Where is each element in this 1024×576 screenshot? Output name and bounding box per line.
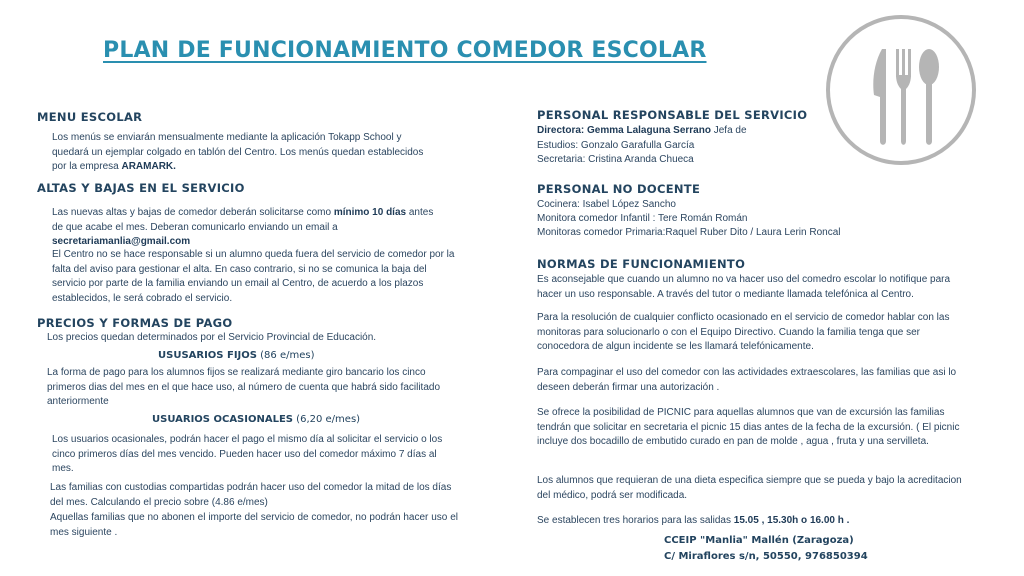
personal-secretaria: Secretaria: Cristina Aranda Chueca	[537, 154, 694, 165]
impago-text: Aquellas familias que no abonen el importe del servicio de comedor, no podrán hacer uso el mes siguiente .	[50, 512, 458, 538]
personal-directora	[537, 124, 747, 153]
fijos-price: (86 e/mes)	[256, 350, 315, 361]
ocasionales-label: USUARIOS OCASIONALES	[152, 414, 293, 425]
ocasionales-price: (6,20 e/mes)	[293, 414, 361, 425]
altas-text-bold: mínimo 10 días	[333, 207, 407, 218]
menu-body: Los menús se enviarán mensualmente mediante la aplicación Tokapp School y quedará un ejemplar colgado en tablón del Centro. Los menús quedan establecidos por la empresa	[52, 132, 424, 172]
fijos-subheading	[158, 350, 314, 361]
normas-p3: Para compaginar el uso del comedor con las actividades extraescolares, las familias que asi lo deseen deberán firmar una autorización .	[537, 367, 957, 393]
normas-p6	[537, 514, 849, 529]
directora-name: Directora: Gemma Lalaguna Serrano	[537, 125, 711, 136]
ocasionales-subheading	[152, 414, 360, 425]
jefa-estudios: Jefa de Estudios: Gonzalo Garafulla García	[537, 125, 747, 151]
normas-p4: Se ofrece la posibilidad de PICNIC para aquellas alumnos que van de excursión las familias tendrán que solicitar en secretaria el picnic 15 dias antes de la fecha de la excursión. ( El picnic incluye dos bocadillo de embutido curado en pan de molde , agua , fruta y una servilleta.	[537, 407, 960, 447]
horarios-times: 15.05 , 15.30h o 16.00 h .	[733, 515, 850, 526]
menu-text	[52, 131, 437, 175]
normas-p1: Es aconsejable que cuando un alumno no va hacer uso del comedro escolar lo notifique para hacer un uso responsable. A través del tutor o mediante llamada telefónica al Centro.	[537, 274, 951, 300]
ocasionales-text: Los usuarios ocasionales, podrán hacer el pago el mismo día al solicitar el servicio o los cinco primeros días del mes vencido. Pueden hacer uso del comedor máximo 7 días al mes.	[52, 434, 443, 474]
no-docente-infantil: Monitora comedor Infantil : Tere Román Román	[537, 213, 748, 224]
plate-cutlery-icon	[826, 15, 976, 165]
precios-intro: Los precios quedan determinados por el Servicio Provincial de Educación.	[47, 332, 377, 343]
normas-p2: Para la resolución de cualquier conflicto ocasionado en el servicio de comedor hablar con las monitoras para solucionarlo o con el Equipo Directivo. Cuando la familia tenga que ser conocedora de algun incidente se les llamará telefónicamente.	[537, 312, 950, 352]
menu-heading: MENU ESCOLAR	[37, 110, 143, 124]
footer-school: CCEIP "Manlia" Mallén (Zaragoza)	[664, 535, 854, 546]
altas-text-b: antes de que acabe el mes. Deberan comunicarlo enviando un email a	[52, 207, 434, 233]
normas-p5: Los alumnos que requieran de una dieta especifica siempre que se pueda y bajo la acreditacion del médico, podrá ser modificada.	[537, 475, 962, 501]
fijos-text: La forma de pago para los alumnos fijos se realizará mediante giro bancario los cinco primeros dias del mes en el que hace uso, al número de cuenta que habrá sido facilitado anteriormente	[47, 367, 441, 407]
altas-paragraph-2: El Centro no se hace responsable si un alumno queda fuera del servicio de comedor por la falta del aviso para gestionar el alta. En caso contrario, si no se comunica la baja del servicio por parte de la familia enviando un email al Centro, de acuerdo a los plazos establecidos, le será cobrado el servicio.	[52, 249, 455, 304]
altas-heading: ALTAS Y BAJAS EN EL SERVICIO	[37, 181, 245, 195]
no-docente-heading: PERSONAL NO DOCENTE	[537, 182, 701, 196]
altas-paragraph-1	[52, 206, 444, 250]
normas-heading: NORMAS DE FUNCIONAMIENTO	[537, 257, 746, 271]
menu-company: ARAMARK.	[121, 161, 176, 172]
horarios-text: Se establecen tres horarios para las salidas	[537, 515, 734, 526]
footer-address: C/ Miraflores s/n, 50550, 976850394	[664, 551, 868, 562]
custodia-text: Las familias con custodias compartidas podrán hacer uso del comedor la mitad de los días del mes. Calculando el precio sobre (4.86 e/mes)	[50, 482, 452, 508]
no-docente-cocinera: Cocinera: Isabel López Sancho	[537, 199, 676, 210]
altas-text-a: Las nuevas altas y bajas de comedor deberán solicitarse como	[52, 207, 334, 218]
page-title: PLAN DE FUNCIONAMIENTO COMEDOR ESCOLAR	[103, 38, 707, 63]
precios-heading: PRECIOS Y FORMAS DE PAGO	[37, 316, 233, 330]
no-docente-primaria: Monitoras comedor Primaria:Raquel Ruber Dito / Laura Lerin Roncal	[537, 227, 841, 238]
email-link[interactable]: secretariamanlia@gmail.com	[52, 236, 191, 247]
personal-heading: PERSONAL RESPONSABLE DEL SERVICIO	[537, 108, 808, 122]
fijos-label: USUSARIOS FIJOS	[158, 350, 257, 361]
